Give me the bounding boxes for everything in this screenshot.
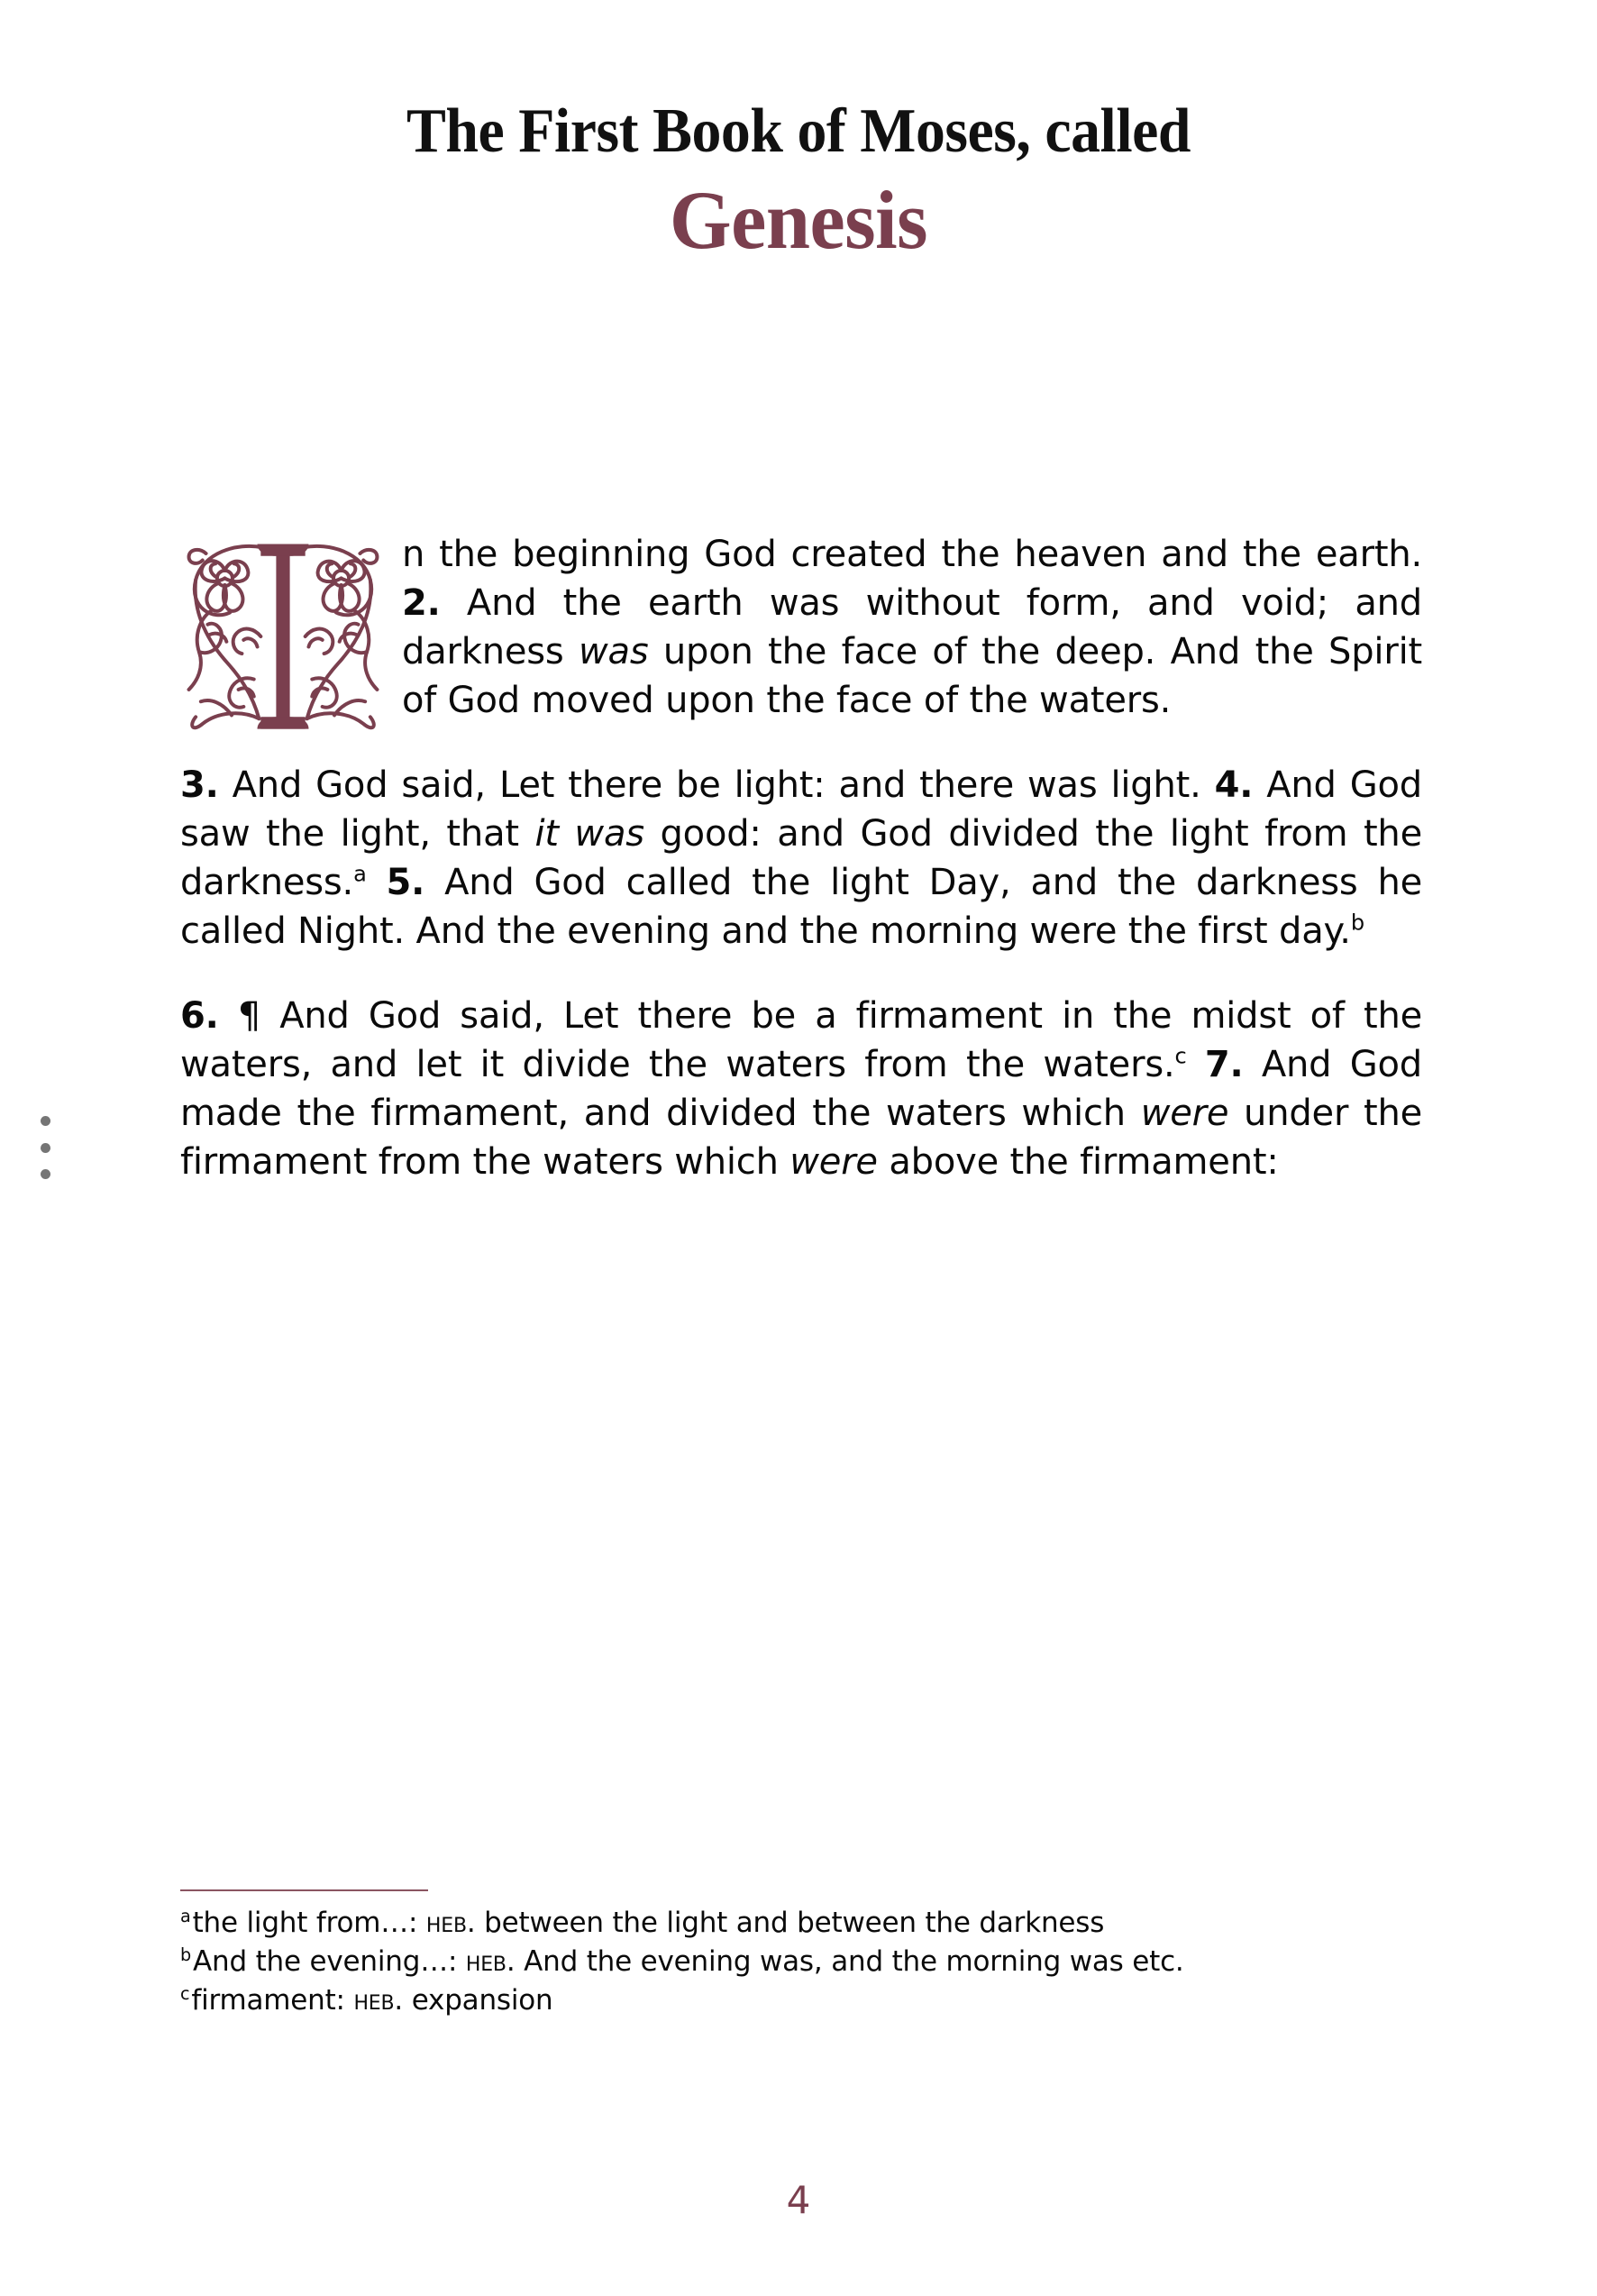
- verse-number: 6.: [180, 995, 219, 1037]
- footnote-gloss: And the evening was, and the morning was etc.: [524, 1945, 1184, 1978]
- footnote-source: heb.: [425, 1907, 476, 1939]
- footnote-ref-c[interactable]: c: [1174, 1043, 1187, 1069]
- verse-number: 4.: [1214, 764, 1254, 806]
- verse-italic-word: were: [789, 1141, 878, 1183]
- footnote-marker: a: [180, 1905, 191, 1926]
- footnote-source: heb.: [353, 1984, 404, 2017]
- verse-run-text: good: and God divided the light from the darkness.: [180, 813, 1422, 903]
- verse-run-text: upon the face of the deep. And the Spirit of God moved upon the face of the waters.: [402, 631, 1422, 721]
- verse-run-text: And the earth was without form, and void; and darkness: [402, 582, 1422, 672]
- verse-number: 5.: [386, 862, 425, 903]
- page-number: 4: [786, 2178, 811, 2222]
- footnote-marker: b: [180, 1944, 191, 1965]
- book-title-name: Genesis: [669, 174, 928, 266]
- book-title: [0, 94, 1597, 265]
- verse-run-text: [367, 862, 387, 903]
- kebab-dot: [41, 1116, 50, 1126]
- footnote-gloss: expansion: [411, 1984, 553, 2017]
- kebab-dot: [41, 1169, 50, 1179]
- verse-run-text: And God made the firmament, and divided the waters which: [180, 1044, 1423, 1134]
- verse-italic-word: were: [1140, 1093, 1229, 1134]
- verse-italic-word: was: [579, 631, 649, 672]
- footnote-ref-b[interactable]: b: [1350, 910, 1364, 936]
- dropcap-illuminated-i: [180, 535, 386, 739]
- footnote-marker: c: [180, 1982, 190, 2004]
- footnote-source: heb.: [465, 1945, 516, 1978]
- verse-run-text: And God said, Let there be light: and there was light.: [218, 764, 1215, 806]
- verse-number: 3.: [180, 764, 219, 806]
- footnote-apparatus: [180, 1889, 1422, 2020]
- verse-paragraph-3: [180, 992, 1422, 1186]
- footnote-entry-b: [180, 1943, 1422, 1981]
- verse-run-text: And God saw the light, that: [180, 764, 1422, 855]
- footnote-lemma: firmament:: [191, 1984, 345, 2017]
- verse-number: 2.: [402, 582, 441, 624]
- verse-run-text: And God called the light Day, and the darkness he called Night. And the evening and the morning were the first day.: [180, 862, 1422, 952]
- footnote-entry-c: [180, 1981, 1422, 2020]
- footnote-gloss: between the light and between the darkness: [484, 1907, 1105, 1939]
- verse-run-text: [1186, 1044, 1204, 1085]
- verse-run-text: And God said, Let there be a firmament in the midst of the waters, and let it divide the waters from the waters.: [180, 995, 1423, 1085]
- footnote-lemma: And the evening…:: [193, 1945, 458, 1978]
- footnote-separator-rule: [180, 1889, 428, 1891]
- footnote-lemma: the light from…:: [192, 1907, 418, 1939]
- book-title-superline: The First Book of Moses, called: [406, 96, 1191, 166]
- verse-run-text: above the firmament:: [877, 1141, 1279, 1183]
- verse-paragraph-2: [180, 761, 1422, 956]
- footnote-ref-a[interactable]: a: [353, 861, 367, 887]
- pilcrow-icon: ¶: [237, 995, 261, 1037]
- kebab-menu-icon[interactable]: [36, 1116, 54, 1179]
- verse-run-text: [219, 995, 238, 1037]
- scripture-column: [180, 530, 1422, 1186]
- verse-number: 7.: [1204, 1044, 1244, 1085]
- kebab-dot: [41, 1143, 50, 1153]
- footnote-entry-a: [180, 1904, 1422, 1943]
- verse-run-text: n the beginning God created the heaven and the earth.: [402, 534, 1422, 575]
- verse-run-text: under the firmament from the waters which: [180, 1093, 1423, 1183]
- verse-italic-word: it was: [534, 813, 644, 855]
